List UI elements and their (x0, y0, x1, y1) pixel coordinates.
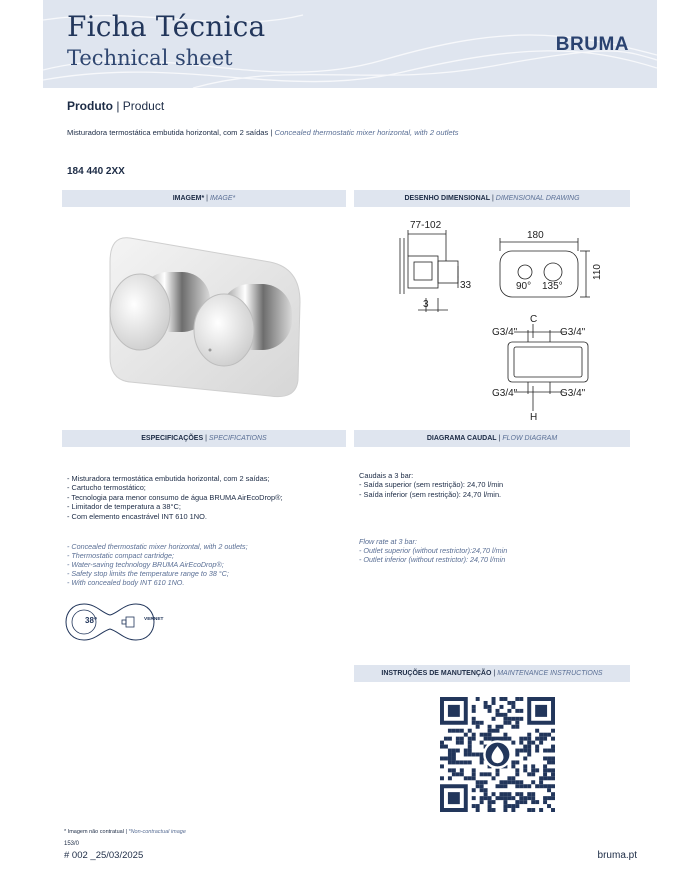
specs-section-bar: ESPECIFICAÇÕES | SPECIFICATIONS (62, 430, 346, 447)
spec-pt-item: - Misturadora termostática embutida horizontal, com 2 saídas; (67, 474, 270, 483)
temp-limit-icon: 38° (85, 616, 98, 625)
flow-en-item: - Outlet inferior (without restrictor): 24,70 l/min (359, 555, 506, 564)
flow-pt-item: - Saída superior (sem restrição): 24,70 l/min (359, 480, 504, 490)
dim-wall: 3 (423, 299, 429, 310)
flow-pt-list (359, 471, 503, 499)
thread-bottom-right: G3/4" (560, 388, 586, 399)
specs-bar-en: SPECIFICATIONS (208, 435, 267, 442)
vernet-label: VERNET (144, 617, 164, 622)
feature-badges (64, 601, 164, 648)
website-link[interactable]: bruma.pt (597, 850, 637, 861)
angle-right: 135° (542, 281, 563, 292)
dim-depth: 77-102 (410, 220, 442, 231)
product-reference: 184 440 2XX (67, 166, 125, 177)
maintenance-bar-en: MAINTENANCE INSTRUCTIONS (497, 670, 603, 677)
drawing-bar-pt: DESENHO DIMENSIONAL (404, 195, 491, 202)
product-label-pt: Produto (67, 99, 113, 113)
product-image (100, 232, 310, 402)
drawing-section-bar: DESENHO DIMENSIONAL | DIMENSIONAL DRAWING (354, 190, 630, 207)
dim-height: 110 (592, 264, 603, 280)
product-label-en: Product (122, 99, 165, 113)
flow-en-item: - Outlet superior (without restrictor):24,70 l/min (359, 546, 508, 555)
concealed-body-icon (126, 617, 134, 627)
spec-en-item: - Thermostatic compact cartridge; (67, 551, 175, 560)
product-description: Misturadora termostática embutida horizontal, com 2 saídas | Concealed thermostatic mixer horizontal, with 2 outlets (67, 128, 459, 137)
note-pt: * Imagem não contratual (64, 829, 124, 835)
spec-pt-item: - Tecnologia para menor consumo de água BRUMA AirEcoDrop®; (67, 492, 283, 502)
maintenance-section-bar: INSTRUÇÕES DE MANUTENÇÃO | MAINTENANCE INSTRUCTIONS (354, 665, 630, 682)
badge-outline (64, 601, 156, 643)
image-section-bar: IMAGEM* | IMAGE* (62, 190, 346, 207)
title-pt: Ficha Técnica (67, 10, 266, 43)
spec-en-item: - Concealed thermostatic mixer horizontal, with 2 outlets; (67, 542, 248, 551)
thread-bottom-left: G3/4" (492, 388, 518, 399)
specs-en-list (67, 542, 248, 587)
title-en: Technical sheet (67, 46, 233, 70)
thread-top-left: G3/4" (492, 327, 518, 338)
doc-code: 153/0 (64, 841, 80, 847)
flow-en-list (359, 537, 507, 564)
doc-number-date: # 002 _25/03/2025 (64, 850, 144, 861)
dim-width: 180 (527, 230, 544, 241)
thread-top-right: G3/4" (560, 327, 586, 338)
brand-logo: BRUMA (555, 34, 629, 55)
drawing-bar-en: DIMENSIONAL DRAWING (495, 195, 580, 202)
spec-en-item: - Water-saving technology BRUMA AirEcoDrop®; (67, 560, 224, 569)
maintenance-qr-code[interactable] (440, 697, 555, 812)
image-disclaimer: * Imagem não contratual | *Non-contractual image (64, 829, 186, 835)
desc-en: Concealed thermostatic mixer horizontal, with 2 outlets (274, 128, 459, 137)
image-bar-pt: IMAGEM* (172, 195, 205, 202)
specs-bar-pt: ESPECIFICAÇÕES (141, 435, 204, 442)
spec-pt-item: - Com elemento encastrável INT 610 1NO. (67, 511, 207, 521)
dim-projection: 33 (460, 280, 472, 291)
flow-bar-pt: DIAGRAMA CAUDAL (426, 435, 497, 442)
dimensional-drawing (390, 216, 610, 426)
angle-left: 90° (516, 281, 532, 292)
product-label: Produto | Product (67, 99, 165, 113)
image-bar-en: IMAGE* (209, 195, 236, 202)
spec-pt-item: - Cartucho termostático; (67, 483, 146, 493)
spec-pt-item: - Limitador de temperatura a 38°C; (67, 502, 181, 512)
spec-en-item: - With concealed body INT 610 1NO. (67, 578, 185, 587)
label-c: C (530, 314, 538, 325)
flow-section-bar: DIAGRAMA CAUDAL | FLOW DIAGRAM (354, 430, 630, 447)
maintenance-bar-pt: INSTRUÇÕES DE MANUTENÇÃO (381, 670, 492, 677)
flow-pt-item: Caudais a 3 bar: (359, 471, 414, 480)
note-en: *Non-contractual image (128, 829, 186, 835)
specs-pt-list (67, 474, 283, 521)
header-banner (43, 0, 657, 88)
spec-en-item: - Safety stop limits the temperature range to 38 °C; (67, 569, 229, 578)
flow-bar-en: FLOW DIAGRAM (502, 435, 558, 442)
label-h: H (530, 412, 538, 423)
flow-pt-item: - Saída inferior (sem restrição): 24,70 l/min. (359, 489, 502, 499)
desc-pt: Misturadora termostática embutida horizontal, com 2 saídas (67, 128, 269, 137)
flow-en-item: Flow rate at 3 bar: (359, 537, 417, 546)
